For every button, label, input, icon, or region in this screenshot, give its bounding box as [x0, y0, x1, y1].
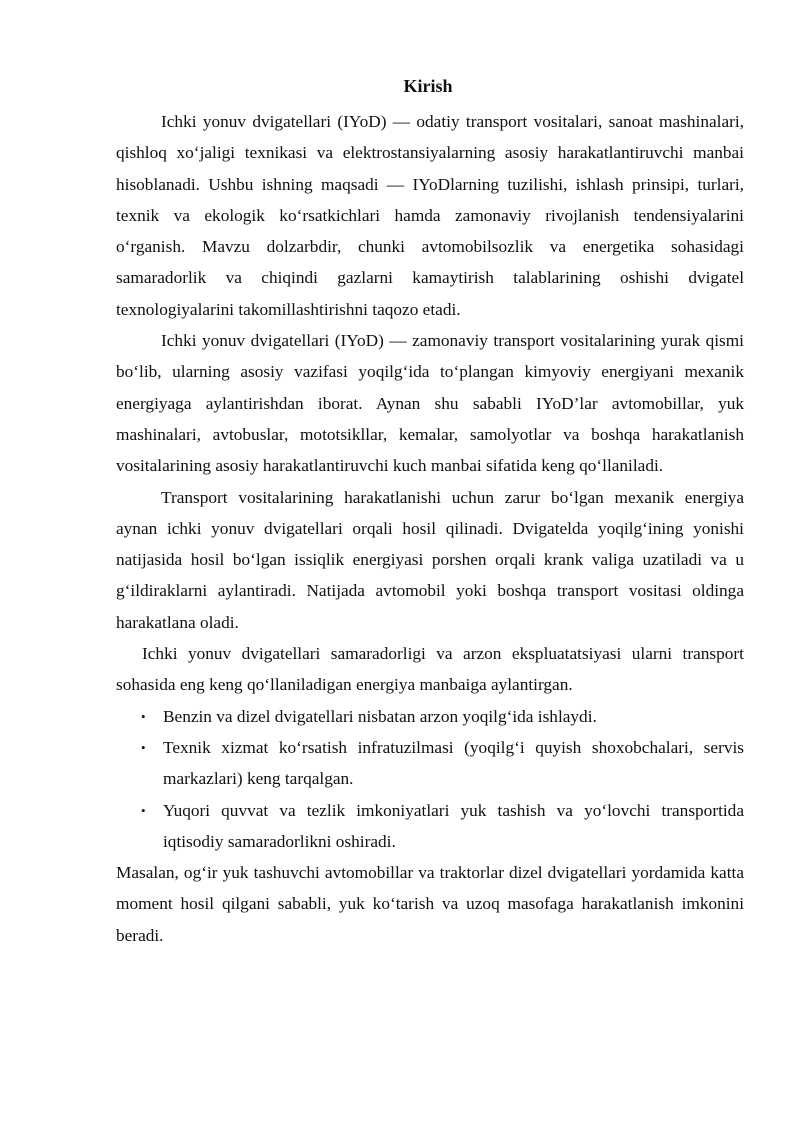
list-item — [141, 701, 744, 732]
document-body — [116, 106, 744, 951]
list-item-text: Yuqori quvvat va tezlik imkoniyatlari yuk tashish va yo‘lovchi transportida iqtisodiy samaradorlikni oshiradi. — [163, 800, 744, 851]
list-item — [141, 732, 744, 795]
engine-role-paragraph: Ichki yonuv dvigatellari (IYoD) — zamonaviy transport vositalarining yurak qismi bo‘lib, ularning asosiy vazifasi yoqilg‘ida to‘plangan kimyoviy energiyani mexanik energiyaga aylantirishdan iborat. Aynan shu sababli IYoD’lar avtomobillar, yuk mashinalari, avtobuslar, mototsikllar, kemalar, samolyotlar va boshqa harakatlanish vositalarining asosiy harakatlantiruvchi kuch manbai sifatida keng qo‘llaniladi. — [116, 331, 744, 476]
list-item-text: Texnik xizmat ko‘rsatish infratuzilmasi (yoqilg‘i quyish shoxobchalari, servis markazlari) keng tarqalgan. — [163, 737, 744, 789]
list-item-text: Benzin va dizel dvigatellari nisbatan arzon yoqilg‘ida ishlaydi. — [163, 706, 597, 726]
bullet-icon: • — [141, 708, 146, 724]
energy-conversion-paragraph: Transport vositalarining harakatlanishi uchun zarur bo‘lgan mexanik energiya aynan ichki yonuv dvigatellari orqali hosil qilinadi. Dvigatelda yoqilg‘ining yonishi natijasida hosil bo‘lgan issiqlik energiyasi porshen orqali krank valiga uzatiladi va u g‘ildiraklarni aylantiradi. Natijada avtomobil yoki boshqa transport vositasi oldinga harakatlana oladi. — [116, 487, 744, 632]
example-paragraph: Masalan, og‘ir yuk tashuvchi avtomobillar va traktorlar dizel dvigatellari yordamida katta moment hosil qilgani sababli, yuk ko‘tarish va uzoq masofaga harakatlanish imkonini beradi. — [116, 863, 744, 945]
bullet-icon: • — [141, 802, 146, 818]
list-item — [141, 795, 744, 858]
bullet-icon: • — [141, 739, 146, 755]
efficiency-paragraph: Ichki yonuv dvigatellari samaradorligi va arzon ekspluatatsiyasi ularni transport sohasida eng keng qo‘llaniladigan energiya manbaiga aylantirgan. — [116, 644, 744, 695]
advantages-list — [116, 701, 744, 857]
page-title: Kirish — [403, 76, 453, 96]
intro-paragraph: Ichki yonuv dvigatellari (IYoD) — odatiy transport vositalari, sanoat mashinalari, qishloq xo‘jaligi texnikasi va elektrostansiyalarning asosiy harakatlantiruvchi manbai hisoblanadi. Ushbu ishning maqsadi — IYoDlarning tuzilishi, ishlash prinsipi, turlari, texnik va ekologik ko‘rsatkichlari hamda zamonaviy rivojlanish tendensiyalarini o‘rganish. Mavzu dolzarbdir, chunki avtomobilsozlik va energetika sohasidagi samaradorlik va chiqindi gazlarni kamaytirish talablarining oshishi dvigatel texnologiyalarini takomillashtirishni taqozo etadi. — [116, 112, 744, 319]
